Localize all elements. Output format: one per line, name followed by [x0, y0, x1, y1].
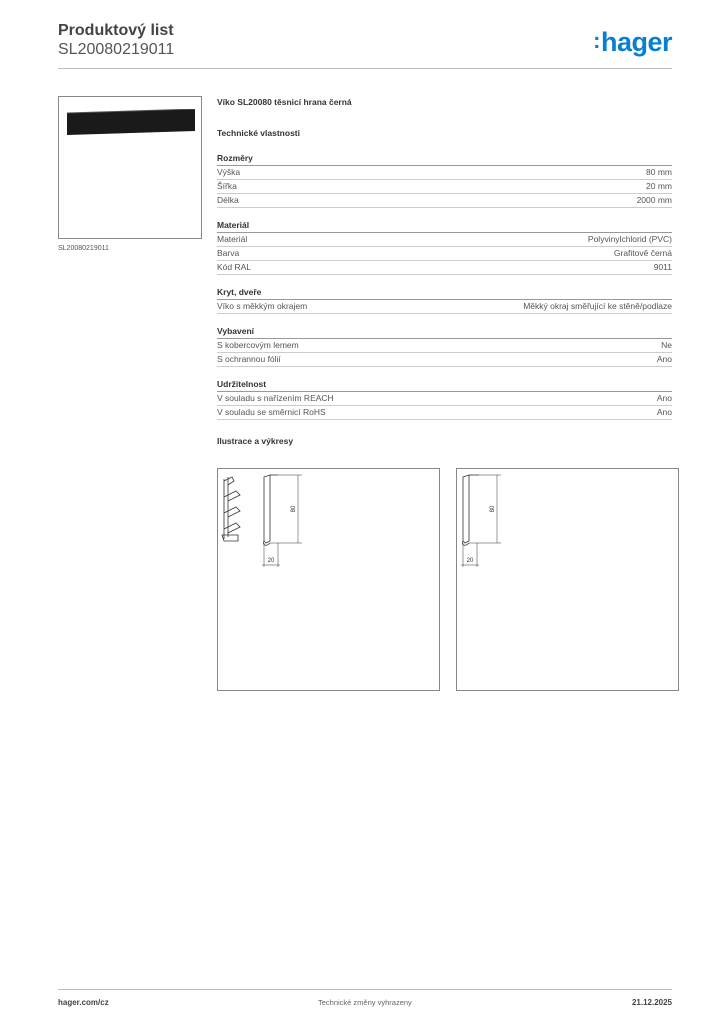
spec-row: [217, 261, 672, 275]
spec-label: Šířka: [217, 181, 237, 191]
product-code: SL20080219011: [58, 41, 175, 58]
spec-label: S kobercovým lemem: [217, 340, 299, 350]
spec-group-title: Rozměry: [217, 153, 672, 166]
spec-value: Ano: [656, 407, 672, 417]
cover-strip-image: [65, 109, 197, 135]
spec-value: 20 mm: [646, 181, 672, 191]
page-title: Produktový list: [58, 22, 174, 39]
footer-website: hager.com/cz: [58, 998, 109, 1007]
spec-label: V souladu s nařízením REACH: [217, 393, 334, 403]
spec-group-equipment: [217, 326, 672, 367]
technical-heading: Technické vlastnosti: [217, 128, 300, 138]
spec-label: Délka: [217, 195, 239, 205]
product-image: [58, 96, 202, 239]
spec-value: Ano: [656, 354, 672, 364]
spec-value: 9011: [653, 262, 672, 272]
spec-group-title: Vybavení: [217, 326, 672, 339]
spec-label: Materiál: [217, 234, 248, 244]
spec-label: Výška: [217, 167, 241, 177]
spec-label: Barva: [217, 248, 240, 258]
illustrations-heading: Ilustrace a výkresy: [217, 436, 294, 446]
spec-row: [217, 300, 672, 314]
page-header: [58, 22, 672, 59]
drawing-svg: [218, 469, 441, 692]
spec-row: [217, 233, 672, 247]
hager-logo: :hager: [593, 27, 672, 57]
spec-group-material: [217, 220, 672, 275]
spec-row: [217, 392, 672, 406]
spec-row: [217, 180, 672, 194]
footer-divider: [58, 989, 672, 990]
spec-group-dimensions: [217, 153, 672, 208]
spec-value: Ano: [656, 393, 672, 403]
spec-row: [217, 339, 672, 353]
spec-group-cover: [217, 287, 672, 314]
spec-row: [217, 166, 672, 180]
height-dimension-label: 80: [291, 505, 297, 513]
width-dimension-label: 20: [267, 558, 275, 564]
spec-row: [217, 406, 672, 420]
spec-value: Měkký okraj směřující ke stěně/podlaze: [523, 301, 672, 311]
spec-row: [217, 353, 672, 367]
header-divider: [58, 68, 672, 69]
spec-value: Ne: [661, 340, 672, 350]
footer-notice: Technické změny vyhrazeny: [318, 998, 412, 1007]
spec-value: 2000 mm: [636, 195, 672, 205]
spec-group-title: Kryt, dveře: [217, 287, 672, 300]
footer-date: 21.12.2025: [631, 998, 672, 1007]
spec-value: Polyvinylchlorid (PVC): [587, 234, 672, 244]
spec-label: S ochrannou fólií: [217, 354, 281, 364]
product-name: Víko SL20080 těsnicí hrana černá: [217, 97, 352, 107]
spec-row: [217, 194, 672, 208]
spec-group-sustainability: [217, 379, 672, 420]
technical-drawing-cover: [456, 468, 679, 691]
width-dimension-label: 20: [466, 558, 474, 564]
product-details: [217, 97, 672, 446]
drawing-svg: [457, 469, 680, 692]
spec-row: [217, 247, 672, 261]
spec-group-title: Udržitelnost: [217, 379, 672, 392]
image-caption: SL20080219011: [58, 245, 109, 252]
spec-group-title: Materiál: [217, 220, 672, 233]
spec-label: V souladu se směrnicí RoHS: [217, 407, 326, 417]
height-dimension-label: 80: [490, 505, 496, 513]
logo-text: hager: [600, 27, 672, 57]
spec-value: 80 mm: [646, 167, 672, 177]
spec-value: Grafitově černá: [613, 248, 672, 258]
spec-label: Kód RAL: [217, 262, 252, 272]
spec-label: Víko s měkkým okrajem: [217, 301, 308, 311]
technical-drawing-assembly: [217, 468, 440, 691]
